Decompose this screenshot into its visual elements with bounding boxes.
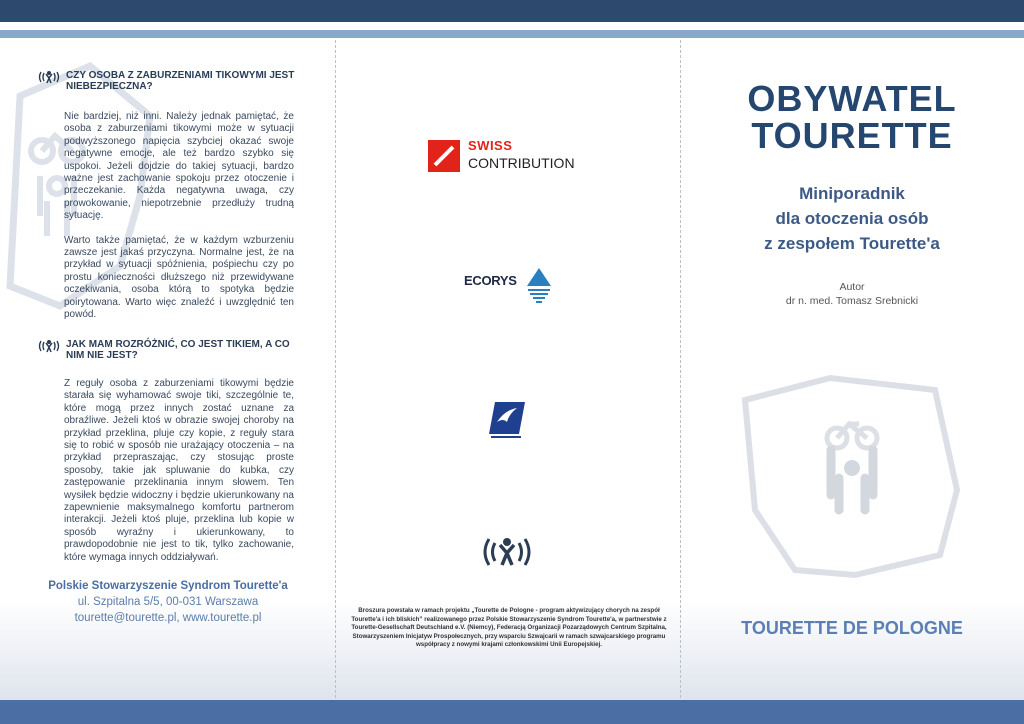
cover-subtitle-line-2: dla otoczenia osób: [775, 209, 929, 228]
organization-name: Polskie Stowarzyszenie Syndrom Tourette'a: [48, 580, 288, 592]
question-2-title: JAK MAM ROZRÓŻNIĆ, CO JEST TIKIEM, A CO NIM NIE JEST?: [66, 339, 290, 361]
answer-1: [64, 111, 294, 334]
poland-map-bicycle-figure-icon: [735, 370, 965, 580]
question-1: [38, 70, 298, 92]
swiss-logo-line-1: SWISS: [468, 138, 513, 153]
author-name: dr n. med. Tomasz Srebnicki: [785, 295, 919, 307]
cover-subtitle-line-1: Miniporadnik: [799, 184, 905, 203]
top-band: [0, 0, 1024, 22]
top-stripe: [0, 30, 1024, 38]
question-2: [38, 339, 298, 361]
organization-contact: [30, 578, 306, 626]
tourette-association-logo-icon: [481, 535, 533, 569]
organization-email-website[interactable]: tourette@tourette.pl, www.tourette.pl: [74, 612, 262, 624]
cover-subtitle: [690, 181, 1014, 256]
fold-line-right: [680, 40, 681, 698]
answer-2-paragraph-1: Z reguły osoba z zaburzeniami tikowymi będzie starała się wyhamować swoje tiki, szczególnie te, które mogą przez innych zostać uznane za obraźliwe. Jeżeli ktoś w obrazie swojej choroby na przykład przeklina, pluje czy kopie, z reguły stara się to robić w sposób nie urażający otoczenia – na przykład przepraszając, czy stosując proste sposoby, takie jak spluwanie do kubka, czy zastępowanie przeklinania innym słowem. Ten wysiłek będzie widoczny i będzie ukierunkowany na zapewnienie maksymalnego komfortu partnerom interakcji. Jeżeli ktoś pluje, przeklina lub kopie w sposób wyraźny i ukierunkowany, to prawdopodobnie nie jest to tik, tylko zachowanie, które wymaga innych oddziaływań.: [64, 378, 294, 563]
question-1-title: CZY OSOBA Z ZABURZENIAMI TIKOWYMI JEST NIEBEZPIECZNA?: [66, 70, 295, 92]
answer-2: [64, 378, 294, 576]
swiss-logo-line-2: CONTRIBUTION: [468, 155, 575, 171]
cover-subtitle-line-3: z zespołem Tourette'a: [764, 234, 940, 253]
bottom-band: [0, 700, 1024, 724]
tourette-logo-icon: [38, 70, 60, 84]
answer-1-paragraph-1: Nie bardziej, niż inni. Należy jednak pamiętać, że osoba z zaburzeniami tikowymi może w sytuacji podwyższonego napięcia szybciej okazać swoje negatywne emocje, ale też bardzo szybko się uspokoi. Jeżeli dojdzie do takiej sytuacji, bardzo ważne jest zachowanie spokoju przez otoczenie i przeczekanie. Każda negatywna uwaga, czy prowokowanie, niepotrzebnie przedłuży trudną sytuację.: [64, 111, 294, 222]
project-disclaimer: Broszura powstała w ramach projektu „Tourette de Pologne - program aktywizujący chorych na zespół Tourette'a i ich bliskich” realizowanego przez Polskie Stowarzyszenie Syndrom Tourette'a, w partnerstwie z Tourette-Gesellschaft Deutschland e.V. (Niemcy), Federacją Organizacji Pozarządowych Centrum Szpitalna, Stowarzyszeniem Inicjatyw Prospołecznych, przy wsparciu Szwajcarii w ramach szwajcarskiego programu współpracy z nowymi krajami członkowskimi Unii Europejskiej.: [351, 607, 667, 649]
author-label: Autor: [839, 281, 865, 293]
ecorys-triangle-icon: [526, 268, 552, 304]
ecorys-logo: [464, 268, 554, 308]
tourette-logo-icon: [38, 339, 60, 353]
cover-title: [690, 80, 1014, 154]
bird-emblem-icon: [487, 400, 527, 440]
organization-address: ul. Szpitalna 5/5, 00-031 Warszawa: [77, 596, 259, 608]
project-name: TOURETTE DE POLOGNE: [741, 618, 963, 638]
answer-1-paragraph-2: Warto także pamiętać, że w każdym wzburzeniu zawsze jest jakaś przyczyna. Normalne jest, że na przykład w sytuacji spóźnienia, pośpiechu czy po prostu konieczności dłuższego niż przewidywane oczekiwania, osoba którą to spotyka będzie poirytowana. Warto więc znaleźć i uwzględnić ten powód.: [64, 234, 294, 321]
cover-title-line-2: TOURETTE: [751, 115, 953, 156]
ecorys-wordmark: ECORYS: [464, 273, 517, 288]
cover-title-line-1: OBYWATEL: [747, 78, 957, 119]
swiss-contribution-logo: [428, 138, 598, 174]
swiss-flag-icon: [428, 140, 460, 172]
